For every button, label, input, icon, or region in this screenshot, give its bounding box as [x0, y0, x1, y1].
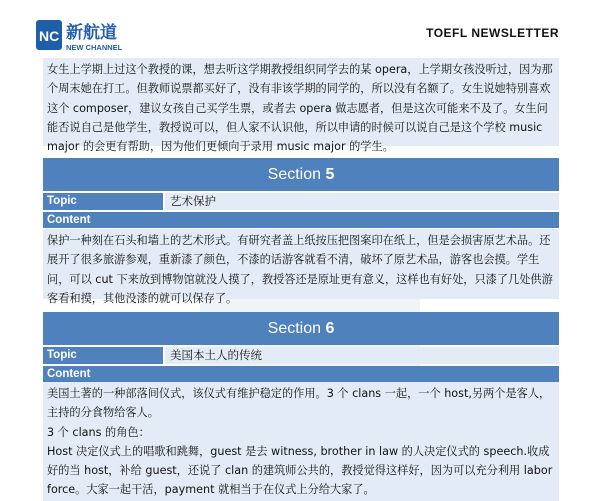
logo-en-text: NEW CHANNEL: [66, 43, 123, 52]
section-5-content: [43, 229, 559, 305]
section-6-content: [43, 382, 559, 501]
content-paragraph: 3 个 clans 的角色：: [47, 425, 150, 439]
page-header: [0, 0, 605, 64]
new-channel-logo: [36, 18, 186, 54]
section-title-number: 5: [325, 166, 335, 183]
section-5-title: [43, 158, 559, 191]
topic-label: Topic: [43, 347, 163, 364]
newsletter-title: TOEFL NEWSLETTER: [426, 26, 559, 40]
topic-label: Topic: [43, 193, 163, 210]
logo-cn-text: 新航道: [66, 23, 117, 43]
section-5-topic-row: [43, 193, 559, 210]
intro-paragraph: 女生上学期上过这个教授的课，想去听这学期教授组织同学去的某 opera，上学期女孩没听过，因为那个周末她在打工。但教师说票都买好了，没有非该学期的同学的，所以没有名额了。女生说她特别喜欢这个 composer，建议女孩自己买学生票，或者去 opera 做志愿者，但是这次可能来不及了。女生问能否说自己是他学生，教授说可以，但人家不认识他，所以申请的时候可以说自己是这个学校 music major 的会更有帮助，因为他们更倾向于录用 music major 的学生。: [43, 58, 559, 146]
content-paragraph: Host 决定仪式上的唱歌和跳舞，guest 是去 witness, brother in law 的人决定仪式的 speech.收成好的当 host，补给 guest，还说了 clan 的建筑师公共的，教授觉得这样好，因为可以充分利用 labor force。大家一起干活，payment 就相当于在仪式上分给大家了。: [47, 444, 553, 497]
section-title-number: 6: [325, 320, 335, 337]
section-6-content-label: Content: [43, 366, 559, 382]
topic-value: 艺术保护: [165, 193, 559, 210]
section-6-title: [43, 312, 559, 345]
logo-mark-text: NC: [39, 28, 60, 44]
content-paragraph: 美国土著的一种部落间仪式，该仪式有维护稳定的作用。3 个 clans 一起，一个 host,另两个是客人，主持的分食物给客人。: [47, 387, 551, 420]
section-5-content-label: Content: [43, 212, 559, 228]
section-title-prefix: Section: [267, 320, 326, 337]
topic-value: 美国本土人的传统: [165, 347, 559, 364]
section-6-topic-row: [43, 347, 559, 364]
content-paragraph: 保护一种刻在石头和墙上的艺术形式。有研究者盖上纸按压把图案印在纸上，但是会损害原艺术品。还展开了很多旅游参观，重新漆了颜色，不漆的话游客就看不清，破坏了原艺术品，游客也会摸。学生问，可以 cut 下来放到博物馆就没人摸了，教授答还是原址更有意义，这样也有好处，只漆了几处供游客看和摸，其他没漆的就可以保存了。: [47, 234, 553, 305]
section-title-prefix: Section: [267, 166, 326, 183]
